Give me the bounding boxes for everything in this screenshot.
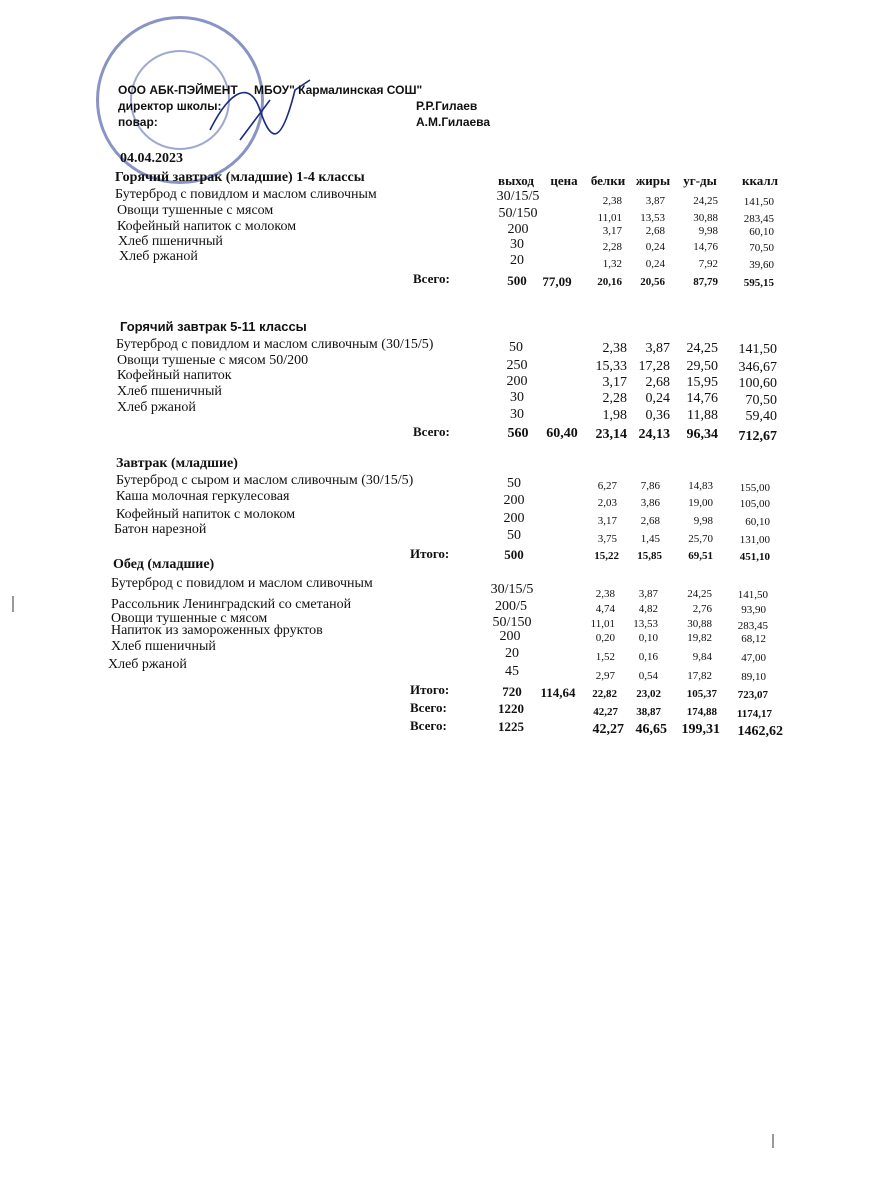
total-label: Всего:	[410, 718, 447, 733]
total-carbs: 105,37	[686, 688, 717, 700]
dish-name: Хлеб ржаной	[119, 249, 198, 264]
dish-protein: 2,38	[602, 341, 627, 356]
dish-fat: 2,68	[645, 225, 665, 237]
total-label: Итого:	[410, 682, 450, 697]
dish-output: 200	[503, 511, 525, 526]
dish-protein: 3,17	[602, 375, 627, 390]
dish-carbs: 9,84	[692, 651, 712, 663]
dish-carbs: 19,00	[688, 497, 713, 509]
dish-kcal: 59,40	[745, 409, 777, 424]
dish-carbs: 9,98	[698, 225, 718, 237]
total-kcal: 1174,17	[736, 708, 772, 720]
col-kcal: ккалл	[742, 173, 778, 188]
dish-carbs: 14,76	[686, 391, 718, 406]
total-price: 60,40	[546, 426, 578, 441]
dish-output: 200	[503, 493, 525, 508]
section-title: Обед (младшие)	[113, 557, 215, 572]
dish-fat: 0,36	[645, 408, 670, 423]
dish-output: 20	[510, 253, 524, 268]
dish-kcal: 60,10	[749, 226, 774, 238]
dish-name: Напиток из замороженных фруктов	[111, 623, 323, 638]
dish-carbs: 30,88	[687, 618, 712, 630]
total-label: Всего:	[413, 424, 450, 439]
dish-fat: 3,86	[640, 497, 660, 509]
total-output: 560	[507, 426, 529, 441]
dish-kcal: 105,00	[739, 498, 770, 510]
dish-protein: 2,38	[595, 588, 615, 600]
dish-kcal: 141,50	[737, 589, 768, 601]
total-protein: 20,16	[597, 276, 622, 288]
dish-output: 30	[510, 407, 524, 422]
total-protein: 42,27	[592, 722, 624, 737]
dish-name: Кофейный напиток	[117, 368, 232, 383]
dish-fat: 3,87	[645, 195, 665, 207]
dish-name: Кофейный напиток с молоком	[116, 507, 296, 522]
dish-protein: 2,03	[597, 497, 617, 509]
dish-carbs: 9,98	[693, 515, 713, 527]
section-title: Завтрак (младшие)	[116, 456, 238, 471]
total-label: Итого:	[410, 546, 450, 561]
col-carbs: уг-ды	[683, 173, 717, 188]
dish-protein: 2,28	[602, 241, 622, 253]
dish-protein: 3,17	[602, 225, 622, 237]
col-price: цена	[550, 173, 578, 188]
total-output: 720	[502, 684, 522, 699]
dish-output: 200	[507, 222, 529, 237]
dish-carbs: 17,82	[687, 670, 712, 682]
dish-carbs: 7,92	[698, 258, 718, 270]
dish-name: Батон нарезной	[114, 522, 207, 537]
dish-kcal: 47,00	[741, 652, 766, 664]
dish-fat: 1,45	[640, 533, 660, 545]
total-fat: 20,56	[640, 276, 665, 288]
dish-protein: 11,01	[590, 618, 615, 630]
director-label: директор школы:	[118, 99, 222, 113]
total-output: 1225	[498, 719, 524, 734]
dish-name: Каша молочная геркулесовая	[116, 489, 290, 504]
dish-name: Бутерброд с сыром и маслом сливочным (30/15/5)	[116, 473, 414, 488]
dish-protein: 2,97	[595, 670, 615, 682]
dish-name: Хлеб пшеничный	[111, 639, 216, 654]
total-output: 500	[504, 547, 524, 562]
scan-edge-mark	[772, 1134, 774, 1148]
total-fat: 15,85	[637, 550, 662, 562]
dish-name: Бутерброд с повидлом и маслом сливочным	[111, 576, 373, 591]
total-price: 77,09	[542, 274, 572, 289]
dish-output: 45	[505, 664, 519, 679]
dish-fat: 7,86	[640, 480, 660, 492]
org-right: МБОУ" Кармалинская СОШ"	[254, 83, 423, 97]
dish-fat: 0,54	[638, 670, 658, 682]
total-output: 500	[507, 273, 527, 288]
total-kcal: 595,15	[743, 277, 774, 289]
dish-kcal: 89,10	[741, 671, 766, 683]
total-carbs: 174,88	[686, 706, 717, 718]
dish-name: Овощи тушеные с мясом 50/200	[117, 353, 309, 368]
total-protein: 42,27	[593, 706, 618, 718]
total-output: 1220	[498, 701, 524, 716]
dish-protein: 6,27	[597, 480, 617, 492]
dish-fat: 0,24	[645, 241, 665, 253]
dish-protein: 0,20	[595, 632, 615, 644]
dish-kcal: 283,45	[737, 620, 768, 632]
dish-protein: 2,28	[602, 391, 627, 406]
dish-name: Кофейный напиток с молоком	[117, 219, 297, 234]
dish-protein: 1,98	[602, 408, 627, 423]
dish-output: 30	[510, 390, 524, 405]
dish-output: 50	[507, 528, 521, 543]
dish-fat: 0,24	[645, 391, 670, 406]
dish-name: Овощи тушенные с мясом	[117, 203, 274, 218]
dish-carbs: 19,82	[687, 632, 712, 644]
dish-fat: 0,16	[638, 651, 658, 663]
col-output: выход	[498, 173, 534, 188]
scan-edge-mark	[12, 596, 14, 612]
dish-carbs: 14,76	[693, 241, 718, 253]
dish-output: 50/150	[498, 206, 538, 221]
total-carbs: 69,51	[688, 550, 713, 562]
dish-protein: 11,01	[597, 212, 622, 224]
section-title: Горячий завтрак 5-11 классы	[120, 319, 307, 334]
dish-output: 30/15/5	[490, 582, 534, 597]
dish-kcal: 70,50	[749, 242, 774, 254]
dish-kcal: 283,45	[743, 213, 774, 225]
total-carbs: 87,79	[693, 276, 718, 288]
director-name: Р.Р.Гилаев	[416, 99, 478, 113]
dish-output: 30	[510, 237, 524, 252]
dish-protein: 15,33	[595, 359, 627, 374]
total-label: Всего:	[413, 271, 450, 286]
total-kcal: 723,07	[737, 689, 768, 701]
dish-fat: 0,10	[638, 632, 658, 644]
dish-kcal: 346,67	[738, 360, 777, 375]
dish-output: 50	[509, 340, 523, 355]
dish-fat: 2,68	[645, 375, 670, 390]
dish-kcal: 141,50	[743, 196, 774, 208]
dish-name: Хлеб пшеничный	[117, 384, 222, 399]
dish-output: 20	[505, 646, 519, 661]
total-carbs: 96,34	[686, 427, 718, 442]
total-protein: 23,14	[595, 427, 627, 442]
dish-fat: 0,24	[645, 258, 665, 270]
dish-fat: 4,82	[638, 603, 658, 615]
dish-carbs: 24,25	[693, 195, 718, 207]
dish-protein: 3,17	[597, 515, 617, 527]
dish-protein: 4,74	[595, 603, 615, 615]
dish-name: Хлеб ржаной	[108, 657, 187, 672]
dish-kcal: 68,12	[741, 633, 766, 645]
dish-name: Хлеб пшеничный	[118, 234, 223, 249]
dish-output: 200	[499, 629, 521, 644]
dish-carbs: 24,25	[686, 341, 718, 356]
total-price: 114,64	[540, 685, 576, 700]
dish-kcal: 60,10	[745, 516, 770, 528]
total-fat: 24,13	[638, 427, 670, 442]
dish-carbs: 29,50	[686, 359, 718, 374]
dish-kcal: 39,60	[749, 259, 774, 271]
dish-name: Рассольник Ленинградский со сметаной	[111, 597, 352, 612]
dish-protein: 3,75	[597, 533, 617, 545]
dish-carbs: 14,83	[688, 480, 713, 492]
dish-carbs: 25,70	[688, 533, 713, 545]
dish-kcal: 131,00	[739, 534, 770, 546]
total-kcal: 712,67	[738, 429, 777, 444]
total-protein: 22,82	[592, 688, 617, 700]
dish-output: 250	[506, 358, 528, 373]
total-fat: 46,65	[635, 722, 667, 737]
dish-fat: 13,53	[640, 212, 665, 224]
menu-date: 04.04.2023	[120, 151, 183, 166]
dish-fat: 13,53	[633, 618, 658, 630]
dish-protein: 1,52	[595, 651, 615, 663]
dish-fat: 3,87	[638, 588, 658, 600]
dish-name: Овощи тушенные с мясом	[111, 611, 268, 626]
col-fat: жиры	[635, 173, 671, 188]
dish-kcal: 141,50	[738, 342, 777, 357]
total-protein: 15,22	[594, 550, 619, 562]
col-protein: белки	[590, 173, 626, 188]
dish-fat: 17,28	[638, 359, 670, 374]
total-carbs: 199,31	[681, 722, 720, 737]
dish-carbs: 24,25	[687, 588, 712, 600]
dish-carbs: 2,76	[692, 603, 712, 615]
total-fat: 38,87	[636, 706, 661, 718]
dish-kcal: 100,60	[738, 376, 777, 391]
dish-fat: 2,68	[640, 515, 660, 527]
dish-carbs: 11,88	[687, 408, 718, 423]
dish-name: Бутерброд с повидлом и маслом сливочным	[115, 187, 377, 202]
dish-kcal: 93,90	[741, 604, 766, 616]
dish-protein: 1,32	[602, 258, 622, 270]
dish-output: 200/5	[495, 599, 527, 614]
dish-output: 200	[506, 374, 528, 389]
total-fat: 23,02	[636, 688, 661, 700]
total-label: Всего:	[410, 700, 447, 715]
cook-name: А.М.Гилаева	[416, 115, 491, 129]
dish-protein: 2,38	[602, 195, 622, 207]
dish-output: 50	[507, 476, 521, 491]
section-title: Горячий завтрак (младшие) 1-4 классы	[115, 170, 365, 185]
total-kcal: 451,10	[739, 551, 770, 563]
org-left: ООО АБК-ПЭЙМЕНТ	[118, 83, 238, 97]
dish-name: Хлеб ржаной	[117, 400, 196, 415]
dish-fat: 3,87	[645, 341, 670, 356]
total-kcal: 1462,62	[737, 724, 783, 739]
dish-output: 50/150	[492, 615, 532, 630]
dish-output: 30/15/5	[496, 189, 540, 204]
dish-carbs: 30,88	[693, 212, 718, 224]
dish-carbs: 15,95	[686, 375, 718, 390]
dish-kcal: 70,50	[745, 393, 777, 408]
dish-kcal: 155,00	[739, 482, 770, 494]
dish-name: Бутерброд с повидлом и маслом сливочным (30/15/5)	[116, 337, 434, 352]
cook-label: повар:	[118, 115, 158, 129]
